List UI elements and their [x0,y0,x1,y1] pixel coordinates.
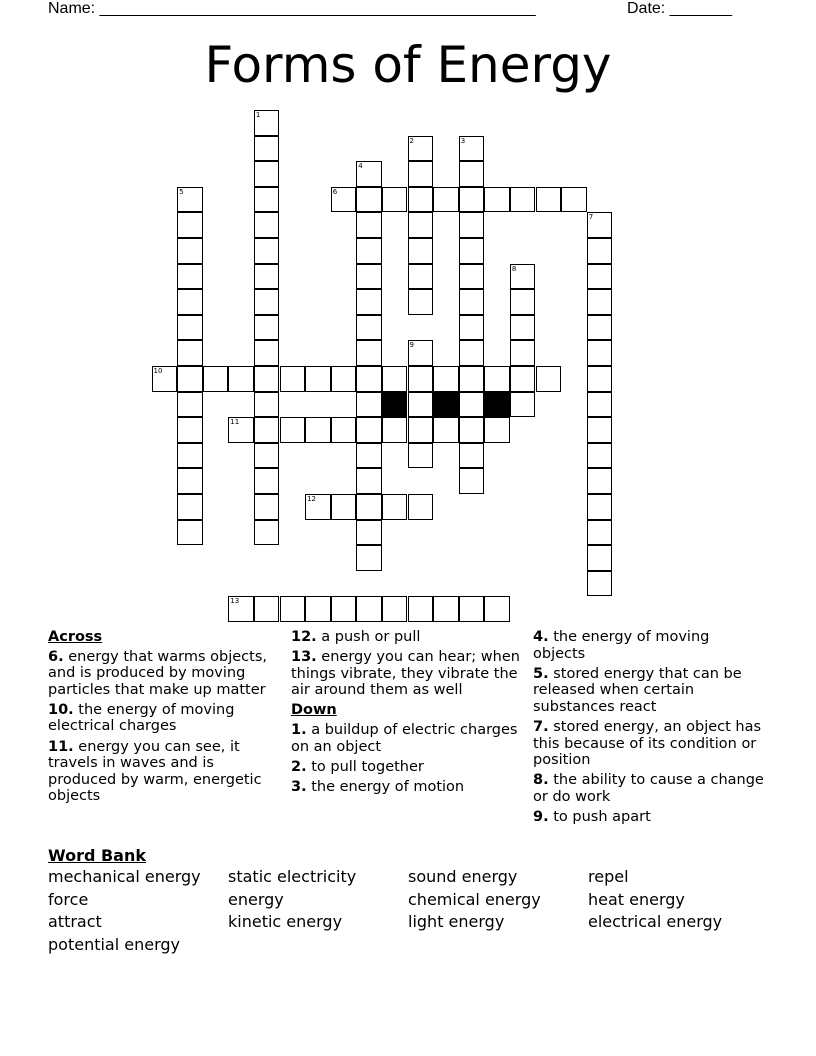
clue-number: 10 [153,367,163,375]
grid-cell[interactable] [356,417,382,443]
grid-cell[interactable] [228,596,254,622]
grid-cell[interactable] [484,417,510,443]
clue-column-1 [48,629,280,808]
grid-cell[interactable] [587,494,613,520]
grid-cell[interactable] [433,366,459,392]
grid-cell[interactable] [254,238,280,264]
grid-cell[interactable] [587,340,613,366]
grid-cell[interactable] [587,289,613,315]
grid-cell[interactable] [408,494,434,520]
grid-cell[interactable] [561,187,587,213]
grid-cell[interactable] [459,238,485,264]
grid-cell[interactable] [254,443,280,469]
grid-cell[interactable] [408,392,434,418]
grid-cell[interactable] [254,110,280,136]
grid-cell[interactable] [459,187,485,213]
grid-cell[interactable] [254,315,280,341]
grid-cell[interactable] [484,596,510,622]
down-heading: Down [291,702,337,719]
grid-cell[interactable] [356,468,382,494]
grid-cell[interactable] [254,417,280,443]
grid-cell[interactable] [254,392,280,418]
grid-cell[interactable] [356,340,382,366]
grid-cell[interactable] [254,520,280,546]
word-bank-item: force [48,889,89,909]
word-bank-title: Word Bank [48,846,147,865]
grid-cell[interactable] [408,264,434,290]
clue-number: 3 [460,136,466,145]
clue-number: 6 [332,187,338,196]
grid-cell[interactable] [459,315,485,341]
clue-across-10: 10. the energy of moving electrical charges [48,701,235,735]
grid-cell[interactable] [305,417,331,443]
grid-cell[interactable] [254,366,280,392]
grid-cell[interactable] [177,520,203,546]
clue-across-6: 6. energy that warms objects, and is produced by moving particles that make up matter [48,648,267,698]
grid-cell[interactable] [356,187,382,213]
grid-cell[interactable] [459,264,485,290]
grid-cell[interactable] [356,392,382,418]
grid-cell[interactable] [587,212,613,238]
word-bank [48,846,788,956]
grid-cell[interactable] [331,417,357,443]
grid-cell[interactable] [177,468,203,494]
grid-cell[interactable] [459,392,485,418]
grid-cell[interactable] [356,494,382,520]
grid-cell[interactable] [587,366,613,392]
date-label: Date: [627,0,666,17]
grid-cell[interactable] [177,187,203,213]
grid-cell[interactable] [484,187,510,213]
clue-number: 11 [230,418,240,427]
clue-down-3: 3. the energy of motion [291,778,465,795]
grid-cell[interactable] [254,187,280,213]
clue-down-5: 5. stored energy that can be released when certain substances react [533,665,742,715]
grid-cell[interactable] [433,596,459,622]
grid-cell[interactable] [254,161,280,187]
grid-cell[interactable] [459,212,485,238]
grid-cell[interactable] [459,136,485,162]
grid-cell[interactable] [408,289,434,315]
clue-number: 9 [409,341,414,350]
grid-cell[interactable] [587,238,613,264]
grid-cell[interactable] [382,494,408,520]
grid-cell[interactable] [356,596,382,622]
clue-down-9: 9. to push apart [533,808,651,825]
word-bank-item: static electricity [228,867,357,886]
grid-cell[interactable] [177,212,203,238]
grid-cell[interactable] [356,289,382,315]
clue-across-12: 12. a push or pull [291,629,421,645]
clue-number: 2 [409,136,414,145]
clue-number: 12 [307,495,317,503]
grid-cell[interactable] [382,187,408,213]
grid-block [484,392,510,418]
grid-cell[interactable] [356,212,382,238]
name-label: Name: [48,0,96,17]
grid-cell[interactable] [356,161,382,187]
grid-cell[interactable] [408,136,434,162]
word-bank-item: repel [588,867,629,886]
grid-cell[interactable] [254,136,280,162]
grid-cell[interactable] [177,289,203,315]
clue-column-2 [291,629,523,799]
name-blank[interactable]: _________________________________________________ [99,0,536,17]
grid-cell[interactable] [356,238,382,264]
grid-cell[interactable] [587,264,613,290]
word-bank-item: heat energy [588,889,685,909]
grid-cell[interactable] [152,366,178,392]
page-title: Forms of Energy [204,36,612,94]
word-bank-item: energy [228,889,284,909]
grid-cell[interactable] [459,417,485,443]
grid-cell[interactable] [331,187,357,213]
grid-cell[interactable] [331,366,357,392]
grid-cell[interactable] [305,596,331,622]
clue-down-4: 4. the energy of moving objects [533,629,710,662]
word-bank-item: chemical energy [408,889,541,909]
grid-cell[interactable] [587,545,613,571]
grid-cell[interactable] [408,187,434,213]
grid-cell[interactable] [459,468,485,494]
grid-cell[interactable] [408,596,434,622]
grid-cell[interactable] [459,340,485,366]
grid-cell[interactable] [459,161,485,187]
grid-cell[interactable] [408,212,434,238]
grid-cell[interactable] [433,417,459,443]
grid-cell[interactable] [459,366,485,392]
clue-number: 13 [230,597,240,606]
grid-cell[interactable] [177,443,203,469]
grid-cell[interactable] [177,366,203,392]
across-heading: Across [48,629,103,645]
grid-cell[interactable] [356,545,382,571]
grid-cell[interactable] [356,315,382,341]
clue-across-13: 13. energy you can hear; when things vibrate, they vibrate the air around them as well [291,649,520,699]
word-bank-item: kinetic energy [228,912,343,931]
clue-column-3 [533,629,765,829]
grid-cell[interactable] [382,366,408,392]
grid-cell[interactable] [254,289,280,315]
grid-cell[interactable] [228,417,254,443]
clue-down-7: 7. stored energy, an object has this because of its condition or position [533,718,762,769]
grid-cell[interactable] [587,315,613,341]
grid-cell[interactable] [510,315,536,341]
grid-cell[interactable] [510,392,536,418]
grid-cell[interactable] [408,417,434,443]
grid-cell[interactable] [587,468,613,494]
grid-cell[interactable] [203,366,229,392]
grid-cell[interactable] [382,596,408,622]
clue-number: 4 [358,162,363,171]
word-bank-item: mechanical energy [48,867,201,886]
clue-down-8: 8. the ability to cause a change or do work [533,772,764,805]
grid-cell[interactable] [331,596,357,622]
grid-cell[interactable] [587,443,613,469]
grid-cell[interactable] [510,289,536,315]
grid-cell[interactable] [254,596,280,622]
grid-cell[interactable] [408,161,434,187]
grid-cell[interactable] [536,366,562,392]
grid-cell[interactable] [177,392,203,418]
grid-cell[interactable] [177,417,203,443]
grid-cell[interactable] [177,340,203,366]
clue-number: 8 [511,264,517,273]
grid-cell[interactable] [177,315,203,341]
word-bank-item: light energy [408,912,505,931]
grid-cell[interactable] [510,264,536,290]
grid-cell[interactable] [254,340,280,366]
grid-cell[interactable] [408,443,434,469]
grid-cell[interactable] [587,571,613,597]
grid-cell[interactable] [331,494,357,520]
word-bank-item: electrical energy [588,912,723,931]
grid-cell[interactable] [433,187,459,213]
grid-cell[interactable] [356,366,382,392]
grid-cell[interactable] [280,417,306,443]
grid-cell[interactable] [254,468,280,494]
word-bank-item: sound energy [408,867,518,886]
grid-cell[interactable] [305,366,331,392]
grid-cell[interactable] [459,443,485,469]
grid-cell[interactable] [177,494,203,520]
clue-across-11: 11. energy you can see, it travels in waves and is produced by warm, energetic objects [48,738,262,805]
grid-cell[interactable] [408,238,434,264]
grid-cell[interactable] [459,289,485,315]
grid-cell[interactable] [228,366,254,392]
grid-cell[interactable] [459,596,485,622]
grid-cell[interactable] [356,520,382,546]
grid-cell[interactable] [510,187,536,213]
grid-cell[interactable] [254,212,280,238]
clue-down-2: 2. to pull together [291,758,424,775]
grid-cell[interactable] [382,417,408,443]
date-blank[interactable]: _______ [669,0,732,17]
clue-down-1: 1. a buildup of electric charges on an object [291,721,518,755]
clue-number: 1 [255,111,261,119]
grid-cell[interactable] [510,340,536,366]
grid-cell[interactable] [408,366,434,392]
grid-cell[interactable] [536,187,562,213]
grid-cell[interactable] [280,596,306,622]
grid-cell[interactable] [587,417,613,443]
grid-cell[interactable] [356,443,382,469]
grid-cell[interactable] [254,264,280,290]
word-bank-item: attract [48,912,102,931]
grid-block [382,392,408,418]
grid-cell[interactable] [587,520,613,546]
grid-cell[interactable] [280,366,306,392]
grid-cell[interactable] [305,494,331,520]
grid-cell[interactable] [408,340,434,366]
grid-cell[interactable] [510,366,536,392]
grid-cell[interactable] [587,392,613,418]
clue-number: 5 [179,187,184,196]
grid-cell[interactable] [177,264,203,290]
word-bank-item: potential energy [48,934,181,954]
grid-cell[interactable] [177,238,203,264]
grid-cell[interactable] [356,264,382,290]
grid-cell[interactable] [484,366,510,392]
clue-number: 7 [588,213,594,222]
grid-cell[interactable] [254,494,280,520]
word-bank-list [48,866,788,956]
grid-block [433,392,459,418]
